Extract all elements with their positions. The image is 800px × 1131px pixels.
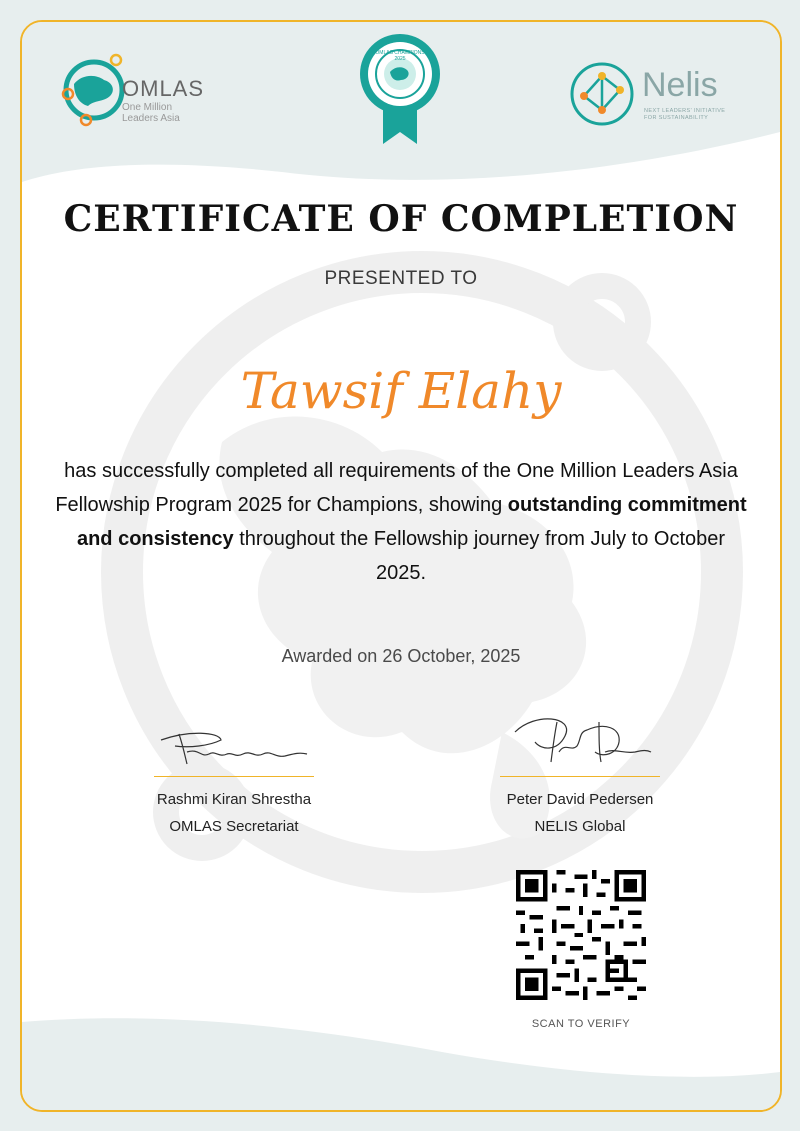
- statement-part-2: throughout the Fellowship journey from July to October 2025.: [233, 528, 726, 584]
- nelis-network-icon: [568, 60, 638, 130]
- nelis-name: Nelis: [642, 66, 718, 104]
- omlas-globe-icon: [60, 50, 130, 130]
- nelis-tagline-line1: NEXT LEADERS' INITIATIVE: [644, 108, 726, 114]
- statement-part-1: has successfully completed all requirements of the One Million Leaders Asia Fellowship Program 2025 for Champions, showing: [55, 460, 738, 516]
- signature-right-image: [495, 702, 665, 772]
- nelis-tagline: [644, 108, 725, 122]
- awarded-date: Awarded on 26 October, 2025: [281, 646, 521, 666]
- signatory-left-role: OMLAS Secretariat: [169, 818, 299, 835]
- signatory-left-name: Rashmi Kiran Shrestha: [156, 791, 312, 808]
- statement-emphasis: outstanding commitment and consistency: [76, 494, 747, 550]
- completion-statement: [52, 454, 750, 590]
- nelis-tagline-line2: FOR SUSTAINABILITY: [644, 115, 709, 121]
- nelis-logo: [568, 60, 758, 130]
- ribbon-badge-icon: [357, 30, 443, 146]
- signatory-right-name: Peter David Pedersen: [506, 791, 654, 808]
- champions-badge: [357, 30, 443, 146]
- presented-to-label: PRESENTED TO: [324, 268, 478, 289]
- signatory-left: [114, 722, 354, 835]
- signature-left-image: [149, 722, 319, 772]
- omlas-tagline-line1: One Million: [122, 102, 173, 113]
- recipient-name: Tawsif Elahy: [240, 362, 562, 420]
- signatory-right: [460, 702, 700, 835]
- omlas-name: OMLAS: [122, 76, 205, 101]
- signature-line-right: [500, 776, 660, 777]
- certificate-card: [20, 20, 782, 1112]
- omlas-logo: [60, 50, 240, 130]
- scan-to-verify-label: SCAN TO VERIFY: [531, 1018, 631, 1030]
- badge-text: OMLAS CHAMPIONS 2025: [375, 50, 425, 62]
- omlas-tagline-line2: Leaders Asia: [122, 113, 180, 124]
- signatory-right-role: NELIS Global: [534, 818, 626, 835]
- signature-line-left: [154, 776, 314, 777]
- verification-qr-code[interactable]: [516, 870, 646, 1000]
- omlas-tagline: [122, 102, 180, 124]
- certificate-title: CERTIFICATE OF COMPLETION: [63, 198, 739, 240]
